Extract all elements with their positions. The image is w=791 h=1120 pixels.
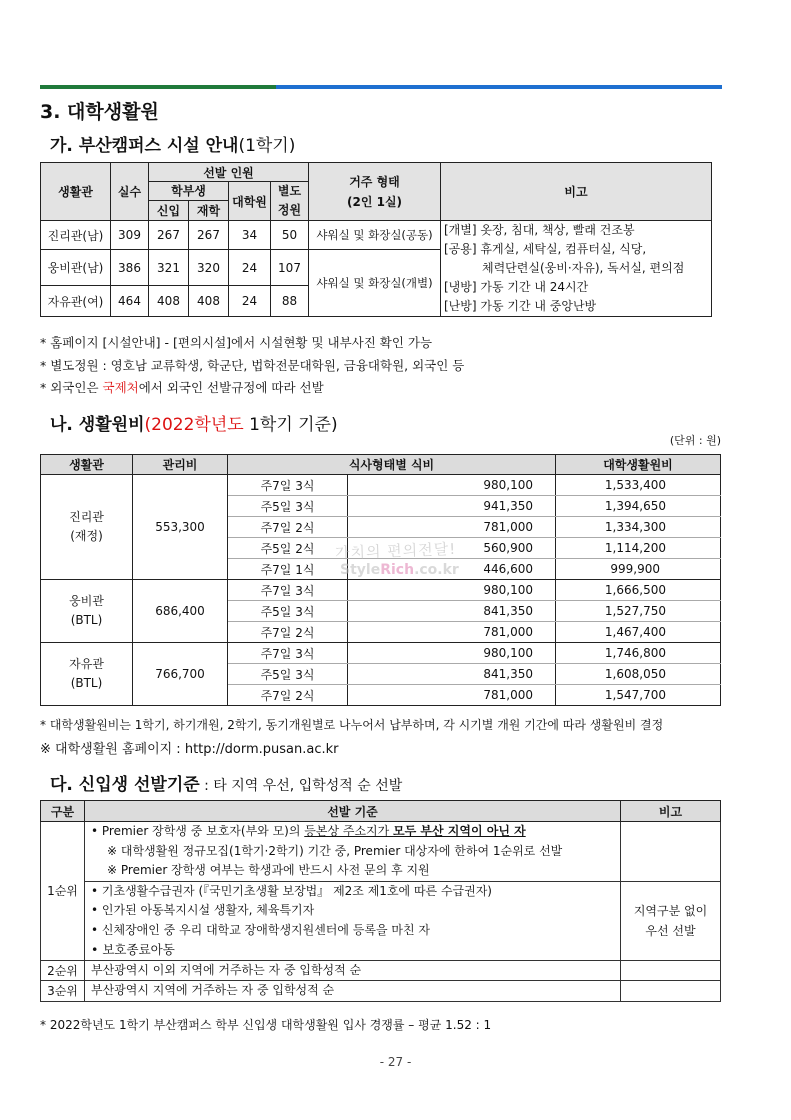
row-current: 320	[189, 250, 229, 286]
meal-plan: 주5일 3식	[228, 664, 348, 685]
meal-fee: 446,600	[348, 559, 556, 580]
th-meal: 식사형태별 식비	[228, 455, 556, 475]
row-dorm: 진리관(남)	[41, 221, 111, 250]
meal-plan: 주7일 2식	[228, 622, 348, 643]
remarks-cell: [개별] 옷장, 침대, 책상, 빨래 건조봉 [공용] 휴게실, 세탁실, 컴퓨터실, 식당, 체력단련실(웅비·자유), 독서실, 편의점 [냉방] 가동 기간 내 24시간 [난방] 가동 기간 내 중앙난방	[441, 221, 712, 317]
total-fee: 1,746,800	[556, 643, 721, 664]
meal-plan: 주5일 2식	[228, 538, 348, 559]
row-grad: 24	[229, 250, 271, 286]
meal-fee: 941,350	[348, 496, 556, 517]
th-rooms: 실수	[111, 163, 149, 221]
meal-fee: 980,100	[348, 475, 556, 496]
group-mgmt: 766,700	[133, 643, 228, 706]
meal-plan: 주7일 3식	[228, 580, 348, 601]
remarks-empty	[621, 822, 721, 882]
th-remarks: 비고	[621, 801, 721, 822]
th-total: 대학생활원비	[556, 455, 721, 475]
total-fee: 1,666,500	[556, 580, 721, 601]
th-selection: 선발 인원	[149, 163, 309, 182]
meal-plan: 주7일 2식	[228, 685, 348, 706]
note-c: * 2022학년도 1학기 부산캠퍼스 학부 신입생 대학생활원 입사 경쟁률 – 평균 1.52 : 1	[40, 1018, 492, 1032]
watermark-text: 가치의 편의전달!	[334, 539, 457, 563]
th-current: 재학	[189, 200, 229, 220]
subsection-c-title: 다. 신입생 선발기준 : 타 지역 우선, 입학성적 순 선발	[50, 775, 403, 795]
note-a1: * 홈페이지 [시설안내] - [편의시설]에서 시설현황 및 내부사진 확인 가능	[40, 335, 433, 350]
total-fee: 1,334,300	[556, 517, 721, 538]
total-fee: 999,900	[556, 559, 721, 580]
row-grad: 24	[229, 286, 271, 317]
facility-table	[40, 162, 712, 317]
meal-plan: 주5일 3식	[228, 496, 348, 517]
total-fee: 1,394,650	[556, 496, 721, 517]
subsection-b-title: 나. 생활원비(2022학년도 1학기 기준)	[50, 415, 338, 435]
row-separate: 50	[271, 221, 309, 250]
meal-plan: 주7일 3식	[228, 643, 348, 664]
criteria-third: 부산광역시 지역에 거주하는 자 중 입학성적 순	[85, 981, 621, 1002]
row-rooms: 464	[111, 286, 149, 317]
note-b2: ※ 대학생활원 홈페이지 : http://dorm.pusan.ac.kr	[40, 742, 339, 757]
meal-fee: 841,350	[348, 601, 556, 622]
row-dorm: 웅비관(남)	[41, 250, 111, 286]
th-separate: 별도 정원	[271, 182, 309, 221]
meal-fee: 781,000	[348, 622, 556, 643]
note-a2: * 별도정원 : 영호남 교류학생, 학군단, 법학전문대학원, 금융대학원, 외국인 등	[40, 358, 465, 373]
th-grad: 대학원	[229, 182, 271, 221]
criteria-priority: • 기초생활수급권자 (『국민기초생활 보장법』 제2조 제1호에 따른 수급권자) • 인가된 아동복지시설 생활자, 체육특기자 • 신체장애인 중 우리 대학교 장애학생지원센터에 등록을 마친 자 • 보호종료아동	[85, 881, 621, 960]
selection-criteria-table	[40, 800, 721, 1002]
total-fee: 1,467,400	[556, 622, 721, 643]
group-mgmt: 553,300	[133, 475, 228, 580]
subsection-a-title: 가. 부산캠퍼스 시설 안내(1학기)	[50, 136, 296, 156]
row-dorm: 자유관(여)	[41, 286, 111, 317]
watermark-logo: StyleRich.co.kr	[340, 562, 459, 578]
row-new: 408	[149, 286, 189, 317]
row-current: 408	[189, 286, 229, 317]
row-rooms: 386	[111, 250, 149, 286]
row-new: 267	[149, 221, 189, 250]
rank-second: 2순위	[41, 960, 85, 981]
row-grad: 34	[229, 221, 271, 250]
meal-fee: 841,350	[348, 664, 556, 685]
group-name: 자유관 (BTL)	[41, 643, 133, 706]
row-new: 321	[149, 250, 189, 286]
row-current: 267	[189, 221, 229, 250]
group-name: 진리관 (재정)	[41, 475, 133, 580]
meal-plan: 주5일 3식	[228, 601, 348, 622]
note-a3: * 외국인은 국제처에서 외국인 선발규정에 따라 선발	[40, 380, 324, 395]
rank-third: 3순위	[41, 981, 85, 1002]
remarks-priority: 지역구분 없이 우선 선발	[621, 881, 721, 960]
row-rooms: 309	[111, 221, 149, 250]
meal-fee: 560,900	[348, 538, 556, 559]
meal-plan: 주7일 2식	[228, 517, 348, 538]
meal-fee: 781,000	[348, 517, 556, 538]
rank-first: 1순위	[41, 822, 85, 961]
th-rank: 구분	[41, 801, 85, 822]
page-number: - 27 -	[379, 1055, 412, 1069]
group-name: 웅비관 (BTL)	[41, 580, 133, 643]
th-undergrad: 학부생	[149, 182, 229, 201]
row-residence: 샤워실 및 화장실(공동)	[309, 221, 441, 250]
meal-fee: 781,000	[348, 685, 556, 706]
th-mgmt: 관리비	[133, 455, 228, 475]
total-fee: 1,114,200	[556, 538, 721, 559]
th-residence: 거주 형태 (2인 1실)	[309, 163, 441, 221]
criteria-premier: • Premier 장학생 중 보호자(부와 모)의 등본상 주소지가 모두 부산 지역이 아닌 자 ※ 대학생활원 정규모집(1학기·2학기) 기간 중, Premier 대상자에 한하여 1순위로 선발 ※ Premier 장학생 여부는 학생과에 반드시 사전 문의 후 지원	[85, 822, 621, 882]
meal-fee: 980,100	[348, 580, 556, 601]
header-bar-blue	[276, 85, 722, 89]
meal-plan: 주7일 3식	[228, 475, 348, 496]
th-dorm: 생활관	[41, 455, 133, 475]
unit-label: (단위 : 원)	[669, 434, 721, 447]
total-fee: 1,533,400	[556, 475, 721, 496]
th-criteria: 선발 기준	[85, 801, 621, 822]
total-fee: 1,527,750	[556, 601, 721, 622]
total-fee: 1,608,050	[556, 664, 721, 685]
group-mgmt: 686,400	[133, 580, 228, 643]
row-separate: 88	[271, 286, 309, 317]
header-bar-green	[40, 85, 276, 89]
meal-plan: 주7일 1식	[228, 559, 348, 580]
section-title: 3. 대학생활원	[40, 101, 159, 123]
th-new: 신입	[149, 200, 189, 220]
row-residence: 샤워실 및 화장실(개별)	[309, 250, 441, 317]
meal-fee: 980,100	[348, 643, 556, 664]
criteria-second: 부산광역시 이외 지역에 거주하는 자 중 입학성적 순	[85, 960, 621, 981]
th-remarks: 비고	[441, 163, 712, 221]
row-separate: 107	[271, 250, 309, 286]
th-dorm: 생활관	[41, 163, 111, 221]
total-fee: 1,547,700	[556, 685, 721, 706]
fee-table	[40, 454, 721, 706]
note-b1: * 대학생활원비는 1학기, 하기개원, 2학기, 동기개원별로 나누어서 납부하며, 각 시기별 개원 기간에 따라 생활원비 결정	[40, 718, 664, 732]
